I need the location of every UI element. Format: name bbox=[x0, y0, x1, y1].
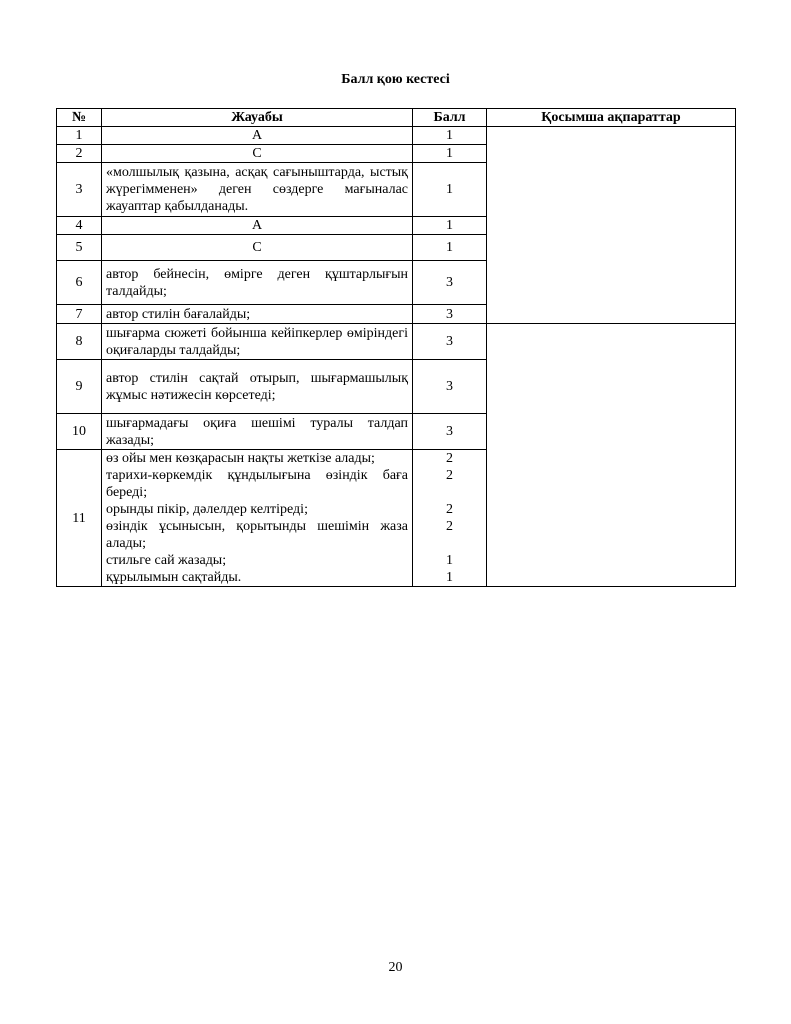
row-score: 1 bbox=[413, 163, 487, 217]
criterion-score: 1 bbox=[446, 553, 453, 568]
row-number: 1 bbox=[57, 127, 102, 145]
row-score: 1 bbox=[413, 217, 487, 235]
criterion-item: орынды пікір, дәлелдер келтіреді; bbox=[106, 502, 308, 517]
scoring-table bbox=[56, 108, 736, 587]
row-answer-list bbox=[102, 450, 413, 587]
criterion-item: құрылымын сақтайды. bbox=[106, 570, 242, 585]
additional-info-cell bbox=[487, 127, 736, 324]
row-score: 3 bbox=[413, 261, 487, 305]
header-additional-info: Қосымша ақпараттар bbox=[487, 109, 736, 127]
row-number: 5 bbox=[57, 235, 102, 261]
row-answer: A bbox=[102, 127, 413, 145]
row-score: 1 bbox=[413, 235, 487, 261]
row-number: 8 bbox=[57, 324, 102, 360]
row-answer: шығармадағы оқиға шешімі туралы талдап жазады; bbox=[102, 414, 413, 450]
row-answer: автор бейнесін, өмірге деген құштарлығын талдайды; bbox=[102, 261, 413, 305]
criterion-score: 1 bbox=[446, 570, 453, 585]
criterion-score: 2 bbox=[446, 451, 453, 466]
table-row bbox=[57, 127, 736, 145]
row-number: 3 bbox=[57, 163, 102, 217]
row-number: 7 bbox=[57, 305, 102, 324]
row-score-list bbox=[413, 450, 487, 587]
criterion-item: өзіндік ұсынысын, қорытынды шешімін жаза алады; bbox=[106, 519, 408, 551]
table-header-row bbox=[57, 109, 736, 127]
row-answer: автор стилін бағалайды; bbox=[102, 305, 413, 324]
additional-info-cell bbox=[487, 324, 736, 587]
row-answer: «молшылық қазына, асқақ сағыныштарда, ыстық жүрегімменен» деген сөздерге мағыналас жауаптар қабылданады. bbox=[102, 163, 413, 217]
row-score: 3 bbox=[413, 360, 487, 414]
row-score: 1 bbox=[413, 127, 487, 145]
row-answer: A bbox=[102, 217, 413, 235]
criterion-item: өз ойы мен көзқарасын нақты жеткізе алады; bbox=[106, 451, 375, 466]
score-spacer bbox=[417, 484, 482, 501]
score-spacer bbox=[417, 535, 482, 552]
table-title: Балл қою кестесі bbox=[341, 72, 450, 87]
criterion-score: 2 bbox=[446, 519, 453, 534]
row-score: 3 bbox=[413, 305, 487, 324]
row-answer: C bbox=[102, 235, 413, 261]
criterion-score: 2 bbox=[446, 468, 453, 483]
row-score: 3 bbox=[413, 414, 487, 450]
criterion-item: тарихи-көркемдік құндылығына өзіндік баға береді; bbox=[106, 468, 408, 500]
row-score: 3 bbox=[413, 324, 487, 360]
row-answer: автор стилін сақтай отырып, шығармашылық жұмыс нәтижесін көрсетеді; bbox=[102, 360, 413, 414]
row-number: 11 bbox=[57, 450, 102, 587]
row-answer: шығарма сюжеті бойынша кейіпкерлер өміріндегі оқиғаларды талдайды; bbox=[102, 324, 413, 360]
header-score: Балл bbox=[413, 109, 487, 127]
row-number: 9 bbox=[57, 360, 102, 414]
row-number: 6 bbox=[57, 261, 102, 305]
row-number: 2 bbox=[57, 145, 102, 163]
header-answer: Жауабы bbox=[102, 109, 413, 127]
header-number: № bbox=[57, 109, 102, 127]
criterion-score: 2 bbox=[446, 502, 453, 517]
row-score: 1 bbox=[413, 145, 487, 163]
table-row bbox=[57, 324, 736, 360]
criterion-item: стильге сай жазады; bbox=[106, 553, 227, 568]
row-number: 10 bbox=[57, 414, 102, 450]
row-answer: C bbox=[102, 145, 413, 163]
row-number: 4 bbox=[57, 217, 102, 235]
page-number: 20 bbox=[388, 960, 403, 975]
